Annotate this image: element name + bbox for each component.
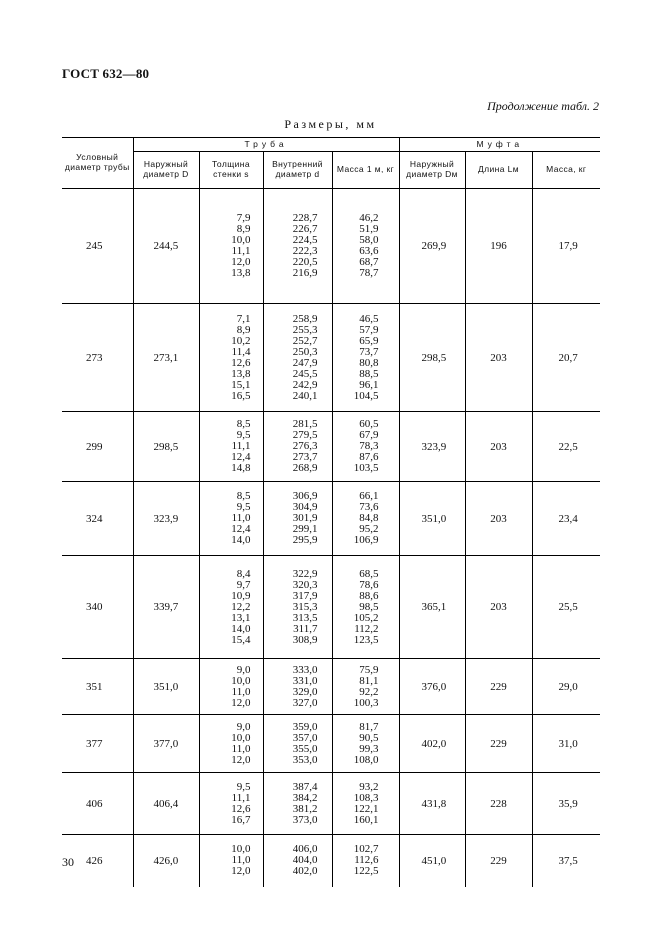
inner-diameter-cell-value: 301,9	[292, 512, 318, 524]
coupling-mass-cell: 25,5	[532, 556, 600, 659]
wall-thickness-cell-value: 12,0	[231, 256, 251, 268]
coupling-length-cell: 229	[465, 835, 532, 887]
mass-per-meter-cell	[332, 773, 399, 835]
inner-diameter-cell-value: 387,4	[292, 780, 318, 793]
wall-thickness-cell-value: 12,0	[231, 696, 251, 709]
wall-thickness-cell-value: 12,6	[231, 356, 251, 369]
wall-thickness-cell	[199, 659, 263, 715]
inner-diameter-cell-value: 281,5	[292, 418, 318, 430]
inner-diameter-cell-value: 222,3	[292, 245, 318, 257]
wall-thickness-cell-value: 9,0	[236, 720, 251, 733]
coupling-length-cell: 203	[465, 482, 532, 556]
inner-diameter-cell-value: 322,9	[292, 567, 318, 580]
wall-thickness-cell	[199, 482, 263, 556]
wall-thickness-cell	[199, 556, 263, 659]
page-number: 30	[62, 855, 74, 869]
coupling-outer-diameter-cell: 451,0	[399, 835, 465, 887]
table-row	[62, 304, 600, 412]
outer-diameter-cell: 339,7	[133, 556, 199, 659]
mass-per-meter-cell-value: 112,6	[354, 854, 379, 867]
mass-per-meter-cell-value: 51,9	[359, 223, 379, 235]
wall-thickness-cell	[199, 835, 263, 887]
mass-per-meter-cell-value: 57,9	[359, 323, 379, 336]
inner-diameter-cell-value: 404,0	[292, 854, 318, 867]
coupling-outer-diameter-cell: 351,0	[399, 482, 465, 556]
wall-thickness-cell-value: 11,4	[231, 345, 251, 358]
mass-per-meter-cell-value: 73,6	[359, 501, 379, 513]
nominal-diameter-cell: 273	[62, 304, 133, 412]
outer-diameter-cell: 244,5	[133, 189, 199, 304]
wall-thickness-cell-value: 14,0	[231, 534, 251, 546]
inner-diameter-cell	[263, 482, 332, 556]
inner-diameter-cell-value: 255,3	[292, 323, 318, 336]
wall-thickness-cell-value: 8,9	[236, 323, 251, 336]
wall-thickness-cell-value: 12,4	[231, 451, 251, 463]
header-mass-per-meter: Масса 1 м, кг	[332, 152, 399, 189]
table-row	[62, 556, 600, 659]
outer-diameter-cell: 351,0	[133, 659, 199, 715]
inner-diameter-cell-value: 242,9	[292, 378, 318, 391]
wall-thickness-cell-value: 15,1	[231, 378, 251, 391]
table-continuation-note: Продолжение табл. 2	[487, 99, 599, 113]
inner-diameter-cell-value: 331,0	[292, 674, 318, 687]
mass-per-meter-cell-value: 87,6	[359, 451, 379, 463]
mass-per-meter-cell-value: 63,6	[359, 245, 379, 257]
inner-diameter-cell	[263, 659, 332, 715]
inner-diameter-cell-value: 224,5	[292, 234, 318, 246]
inner-diameter-cell-value: 355,0	[292, 742, 318, 755]
table-row	[62, 659, 600, 715]
coupling-length-cell: 203	[465, 556, 532, 659]
mass-per-meter-cell-value: 106,9	[353, 534, 379, 546]
mass-per-meter-cell-value: 105,2	[353, 611, 379, 624]
inner-diameter-cell-value: 402,0	[292, 865, 318, 878]
inner-diameter-cell-value: 329,0	[292, 685, 318, 698]
header-coupling-mass: Масса, кг	[532, 152, 600, 189]
mass-per-meter-cell-value: 103,5	[353, 462, 379, 474]
wall-thickness-cell-value: 8,5	[236, 418, 251, 430]
table-row	[62, 482, 600, 556]
inner-diameter-cell-value: 247,9	[292, 356, 318, 369]
wall-thickness-cell-value: 12,0	[231, 865, 251, 878]
mass-per-meter-cell-value: 80,8	[359, 356, 379, 369]
mass-per-meter-cell	[332, 715, 399, 773]
coupling-mass-cell: 37,5	[532, 835, 600, 887]
header-coupling-length: Длина Lм	[465, 152, 532, 189]
inner-diameter-cell-value: 258,9	[292, 312, 318, 325]
mass-per-meter-cell	[332, 835, 399, 887]
table-header-row-groups	[62, 138, 600, 152]
mass-per-meter-cell	[332, 482, 399, 556]
outer-diameter-cell: 377,0	[133, 715, 199, 773]
coupling-length-cell: 229	[465, 715, 532, 773]
header-wall-thickness: Толщина стенки s	[199, 152, 263, 189]
mass-per-meter-cell-value: 68,7	[359, 256, 379, 268]
header-group-pipe: Труба	[133, 138, 399, 152]
mass-per-meter-cell-value: 66,1	[359, 490, 379, 502]
inner-diameter-cell-value: 384,2	[292, 791, 318, 804]
inner-diameter-cell-value: 245,5	[292, 367, 318, 380]
wall-thickness-cell-value: 13,8	[231, 367, 251, 380]
wall-thickness-cell-value: 16,5	[231, 389, 251, 402]
coupling-outer-diameter-cell: 298,5	[399, 304, 465, 412]
wall-thickness-cell-value: 8,5	[236, 490, 251, 502]
wall-thickness-cell-value: 12,4	[231, 523, 251, 535]
inner-diameter-cell-value: 276,3	[292, 440, 318, 452]
inner-diameter-cell	[263, 773, 332, 835]
wall-thickness-cell	[199, 412, 263, 482]
inner-diameter-cell-value: 353,0	[292, 753, 318, 766]
coupling-mass-cell: 20,7	[532, 304, 600, 412]
mass-per-meter-cell-value: 108,3	[353, 791, 379, 804]
dimensions-caption: Размеры, мм	[284, 117, 377, 131]
coupling-outer-diameter-cell: 323,9	[399, 412, 465, 482]
coupling-mass-cell: 29,0	[532, 659, 600, 715]
outer-diameter-cell: 298,5	[133, 412, 199, 482]
wall-thickness-cell-value: 11,0	[231, 685, 251, 698]
mass-per-meter-cell-value: 88,6	[359, 589, 379, 602]
wall-thickness-cell	[199, 304, 263, 412]
header-inner-diameter: Внутренний диаметр d	[263, 152, 332, 189]
coupling-mass-cell: 23,4	[532, 482, 600, 556]
wall-thickness-cell	[199, 715, 263, 773]
mass-per-meter-cell-value: 73,7	[359, 345, 379, 358]
coupling-length-cell: 203	[465, 304, 532, 412]
mass-per-meter-cell-value: 98,5	[359, 600, 379, 613]
coupling-mass-cell: 17,9	[532, 189, 600, 304]
mass-per-meter-cell-value: 75,9	[359, 663, 379, 676]
mass-per-meter-cell-value: 46,2	[359, 212, 379, 224]
mass-per-meter-cell-value: 78,7	[359, 267, 379, 279]
inner-diameter-cell-value: 406,0	[292, 843, 318, 856]
inner-diameter-cell-value: 311,7	[293, 622, 318, 635]
wall-thickness-cell	[199, 189, 263, 304]
mass-per-meter-cell-value: 78,6	[359, 578, 379, 591]
inner-diameter-cell-value: 228,7	[292, 212, 318, 224]
mass-per-meter-cell-value: 100,3	[353, 696, 379, 709]
coupling-mass-cell: 31,0	[532, 715, 600, 773]
header-outer-diameter: Наружный диаметр D	[133, 152, 199, 189]
outer-diameter-cell: 273,1	[133, 304, 199, 412]
wall-thickness-cell-value: 9,0	[236, 663, 251, 676]
inner-diameter-cell	[263, 412, 332, 482]
wall-thickness-cell-value: 12,6	[231, 802, 251, 815]
table-row	[62, 715, 600, 773]
inner-diameter-cell-value: 279,5	[292, 429, 318, 441]
inner-diameter-cell-value: 381,2	[292, 802, 318, 815]
nominal-diameter-cell: 406	[62, 773, 133, 835]
table-row	[62, 773, 600, 835]
wall-thickness-cell-value: 14,0	[231, 622, 251, 635]
wall-thickness-cell-value: 11,1	[231, 791, 251, 804]
coupling-outer-diameter-cell: 365,1	[399, 556, 465, 659]
wall-thickness-cell-value: 11,0	[231, 854, 251, 867]
wall-thickness-cell-value: 11,0	[231, 512, 251, 524]
wall-thickness-cell	[199, 773, 263, 835]
header-nominal-diameter: Условный диаметр трубы	[62, 138, 133, 189]
coupling-outer-diameter-cell: 402,0	[399, 715, 465, 773]
wall-thickness-cell-value: 14,8	[231, 462, 251, 474]
outer-diameter-cell: 323,9	[133, 482, 199, 556]
mass-per-meter-cell	[332, 659, 399, 715]
mass-per-meter-cell	[332, 189, 399, 304]
nominal-diameter-cell: 426	[62, 835, 133, 887]
wall-thickness-cell-value: 10,0	[231, 731, 251, 744]
inner-diameter-cell-value: 359,0	[292, 720, 318, 733]
mass-per-meter-cell-value: 90,5	[359, 731, 379, 744]
wall-thickness-cell-value: 9,5	[236, 501, 251, 513]
coupling-outer-diameter-cell: 376,0	[399, 659, 465, 715]
mass-per-meter-cell-value: 99,3	[359, 742, 379, 755]
wall-thickness-cell-value: 10,9	[231, 589, 251, 602]
wall-thickness-cell-value: 9,5	[236, 780, 251, 793]
inner-diameter-cell-value: 216,9	[292, 267, 318, 279]
inner-diameter-cell-value: 220,5	[292, 256, 318, 268]
inner-diameter-cell-value: 357,0	[292, 731, 318, 744]
inner-diameter-cell-value: 306,9	[292, 490, 318, 502]
mass-per-meter-cell-value: 67,9	[359, 429, 379, 441]
nominal-diameter-cell: 324	[62, 482, 133, 556]
coupling-length-cell: 196	[465, 189, 532, 304]
outer-diameter-cell: 426,0	[133, 835, 199, 887]
outer-diameter-cell: 406,4	[133, 773, 199, 835]
coupling-mass-cell: 22,5	[532, 412, 600, 482]
wall-thickness-cell-value: 15,4	[231, 633, 251, 646]
coupling-length-cell: 228	[465, 773, 532, 835]
inner-diameter-cell-value: 327,0	[292, 696, 318, 709]
inner-diameter-cell	[263, 715, 332, 773]
wall-thickness-cell-value: 11,0	[231, 742, 251, 755]
mass-per-meter-cell-value: 58,0	[359, 234, 379, 246]
table-row	[62, 835, 600, 887]
coupling-length-cell: 203	[465, 412, 532, 482]
inner-diameter-cell-value: 273,7	[292, 451, 318, 463]
inner-diameter-cell-value: 226,7	[292, 223, 318, 235]
header-group-coupling: Муфта	[399, 138, 600, 152]
inner-diameter-cell	[263, 189, 332, 304]
wall-thickness-cell-value: 10,0	[231, 843, 251, 856]
mass-per-meter-cell-value: 96,1	[359, 378, 379, 391]
inner-diameter-cell-value: 268,9	[292, 462, 318, 474]
pipe-dimensions-table	[62, 137, 600, 887]
inner-diameter-cell-value: 250,3	[292, 345, 318, 358]
mass-per-meter-cell-value: 112,2	[354, 622, 379, 635]
mass-per-meter-cell-value: 122,1	[353, 802, 379, 815]
mass-per-meter-cell-value: 46,5	[359, 312, 379, 325]
inner-diameter-cell-value: 299,1	[292, 523, 318, 535]
wall-thickness-cell-value: 10,0	[231, 674, 251, 687]
mass-per-meter-cell-value: 104,5	[353, 389, 379, 402]
mass-per-meter-cell-value: 102,7	[353, 843, 379, 856]
wall-thickness-cell-value: 13,8	[231, 267, 251, 279]
mass-per-meter-cell-value: 88,5	[359, 367, 379, 380]
mass-per-meter-cell-value: 92,2	[359, 685, 379, 698]
inner-diameter-cell-value: 320,3	[292, 578, 318, 591]
wall-thickness-cell-value: 12,2	[231, 600, 251, 613]
mass-per-meter-cell-value: 95,2	[359, 523, 379, 535]
inner-diameter-cell-value: 317,9	[292, 589, 318, 602]
inner-diameter-cell	[263, 556, 332, 659]
wall-thickness-cell-value: 16,7	[231, 813, 251, 826]
inner-diameter-cell-value: 308,9	[292, 633, 318, 646]
inner-diameter-cell-value: 295,9	[292, 534, 318, 546]
mass-per-meter-cell-value: 78,3	[359, 440, 379, 452]
table-body	[62, 189, 600, 887]
mass-per-meter-cell-value: 108,0	[353, 753, 379, 766]
inner-diameter-cell-value: 304,9	[292, 501, 318, 513]
nominal-diameter-cell: 377	[62, 715, 133, 773]
inner-diameter-cell-value: 240,1	[292, 389, 318, 402]
inner-diameter-cell-value: 373,0	[292, 813, 318, 826]
wall-thickness-cell-value: 11,1	[231, 440, 251, 452]
mass-per-meter-cell-value: 81,1	[359, 674, 379, 687]
mass-per-meter-cell-value: 60,5	[359, 418, 379, 430]
inner-diameter-cell-value: 252,7	[292, 334, 318, 347]
mass-per-meter-cell	[332, 556, 399, 659]
coupling-mass-cell: 35,9	[532, 773, 600, 835]
inner-diameter-cell	[263, 304, 332, 412]
mass-per-meter-cell-value: 68,5	[359, 567, 379, 580]
nominal-diameter-cell: 340	[62, 556, 133, 659]
wall-thickness-cell-value: 8,9	[236, 223, 251, 235]
mass-per-meter-cell-value: 84,8	[359, 512, 379, 524]
wall-thickness-cell-value: 11,1	[231, 245, 251, 257]
coupling-length-cell: 229	[465, 659, 532, 715]
nominal-diameter-cell: 351	[62, 659, 133, 715]
wall-thickness-cell-value: 8,4	[236, 567, 251, 580]
mass-per-meter-cell-value: 81,7	[359, 720, 379, 733]
inner-diameter-cell-value: 333,0	[292, 663, 318, 676]
wall-thickness-cell-value: 13,1	[231, 611, 251, 624]
wall-thickness-cell-value: 12,0	[231, 753, 251, 766]
coupling-outer-diameter-cell: 431,8	[399, 773, 465, 835]
mass-per-meter-cell-value: 93,2	[359, 780, 379, 793]
table-row	[62, 189, 600, 304]
wall-thickness-cell-value: 7,9	[236, 212, 251, 224]
document-code: ГОСТ 632—80	[62, 66, 150, 81]
header-coupling-outer-diameter: Наружный диаметр Dм	[399, 152, 465, 189]
wall-thickness-cell-value: 10,2	[231, 334, 251, 347]
wall-thickness-cell-value: 7,1	[236, 312, 251, 325]
mass-per-meter-cell	[332, 304, 399, 412]
inner-diameter-cell	[263, 835, 332, 887]
table-row	[62, 412, 600, 482]
inner-diameter-cell-value: 315,3	[292, 600, 318, 613]
mass-per-meter-cell-value: 65,9	[359, 334, 379, 347]
inner-diameter-cell-value: 313,5	[292, 611, 318, 624]
wall-thickness-cell-value: 9,5	[236, 429, 251, 441]
wall-thickness-cell-value: 9,7	[236, 578, 251, 591]
nominal-diameter-cell: 299	[62, 412, 133, 482]
wall-thickness-cell-value: 10,0	[231, 234, 251, 246]
table-header-row-columns	[62, 152, 600, 189]
coupling-outer-diameter-cell: 269,9	[399, 189, 465, 304]
mass-per-meter-cell-value: 122,5	[353, 865, 379, 878]
mass-per-meter-cell-value: 123,5	[353, 633, 379, 646]
mass-per-meter-cell	[332, 412, 399, 482]
mass-per-meter-cell-value: 160,1	[353, 813, 379, 826]
nominal-diameter-cell: 245	[62, 189, 133, 304]
